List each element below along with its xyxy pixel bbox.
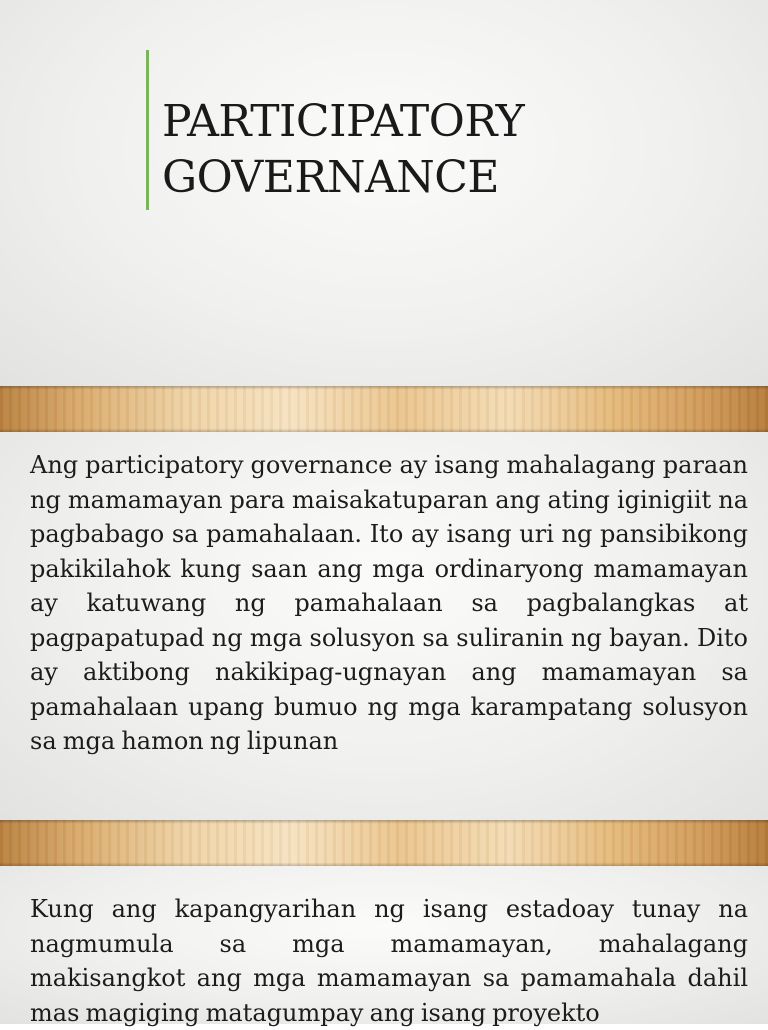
slide-title (162, 94, 524, 206)
wood-divider (0, 820, 768, 866)
definition-paragraph: Ang participatory governance ay isang mahalagang paraan ng mamamayan para maisakatuparan ang ating iginigiit na pagbabago sa pamahalaan. Ito ay isang uri ng pansibikong pakikilahok kung saan ang mga ordinaryong mamamayan ay katuwang ng pamahalaan sa pagbalangkas at pagpapatupad ng mga solusyon sa suliranin ng bayan. Dito ay aktibong nakikipag-ugnayan ang mamamayan sa pamahalaan upang bumuo ng mga karampatang solusyon sa mga hamon ng lipunan (30, 451, 748, 755)
wood-divider (0, 386, 768, 432)
importance-paragraph: Kung ang kapangyarihan ng isang estadoay tunay na nagmumula sa mga mamamayan, mahalagang makisangkot ang mga mamamayan sa pamamahala dahil mas magiging matagumpay ang isang proyekto (30, 895, 748, 1027)
title-accent-bar (146, 50, 149, 210)
slide-title-line-2: GOVERNANCE (162, 152, 500, 203)
title-slide (0, 0, 768, 386)
slide-title-line-1: PARTICIPATORY (162, 96, 525, 147)
